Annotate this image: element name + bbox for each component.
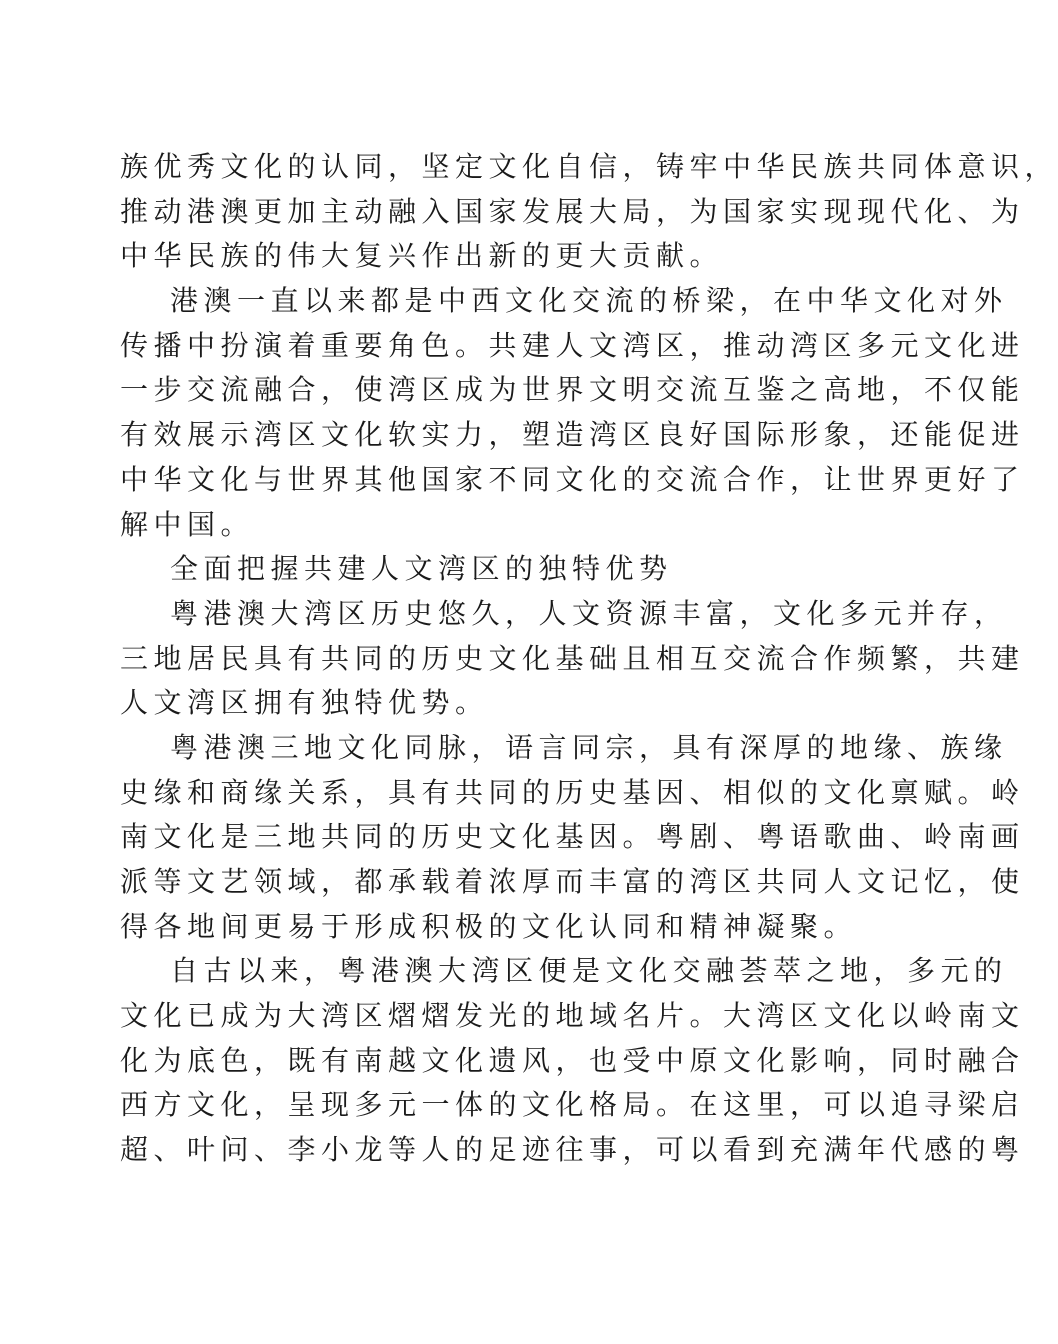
text-line: 解中国。 — [120, 507, 255, 541]
text-line: 史缘和商缘关系，具有共同的历史基因、相似的文化禀赋。岭 — [120, 775, 1025, 809]
text-line: 得各地间更易于形成积极的文化认同和精神凝聚。 — [120, 909, 858, 943]
text-line: 一步交流融合，使湾区成为世界文明交流互鉴之高地，不仅能 — [120, 373, 1025, 407]
text-line: 化为底色，既有南越文化遗风，也受中原文化影响，同时融合 — [120, 1043, 1025, 1077]
document-body — [120, 145, 1058, 1173]
paragraph-start: 港澳一直以来都是中西文化交流的桥梁，在中华文化对外 — [170, 284, 1008, 318]
text-line: 超、叶问、李小龙等人的足迹往事，可以看到充满年代感的粤 — [120, 1133, 1025, 1167]
text-line: 西方文化，呈现多元一体的文化格局。在这里，可以追寻梁启 — [120, 1088, 1025, 1122]
text-line: 三地居民具有共同的历史文化基础且相互交流合作频繁，共建 — [120, 641, 1025, 675]
text-line: 南文化是三地共同的历史文化基因。粤剧、粤语歌曲、岭南画 — [120, 820, 1025, 854]
text-line: 推动港澳更加主动融入国家发展大局，为国家实现现代化、为 — [120, 194, 1025, 228]
paragraph-start: 粤港澳三地文化同脉，语言同宗，具有深厚的地缘、族缘 — [170, 730, 1008, 764]
text-line: 传播中扮演着重要角色。共建人文湾区，推动湾区多元文化进 — [120, 328, 1025, 362]
text-line: 中华民族的伟大复兴作出新的更大贡献。 — [120, 239, 724, 273]
section-heading: 全面把握共建人文湾区的独特优势 — [170, 552, 673, 586]
text-line: 文化已成为大湾区熠熠发光的地域名片。大湾区文化以岭南文 — [120, 999, 1025, 1033]
text-line: 派等文艺领域，都承载着浓厚而丰富的湾区共同人文记忆，使 — [120, 865, 1025, 898]
text-line: 有效展示湾区文化软实力，塑造湾区良好国际形象，还能促进 — [120, 418, 1025, 452]
text-line: 中华文化与世界其他国家不同文化的交流合作，让世界更好了 — [120, 462, 1025, 496]
text-line: 人文湾区拥有独特优势。 — [120, 686, 489, 720]
text-line: 族优秀文化的认同，坚定文化自信，铸牢中华民族共同体意识， — [120, 150, 1058, 183]
paragraph-start: 粤港澳大湾区历史悠久，人文资源丰富，文化多元并存， — [170, 596, 1008, 630]
paragraph-start: 自古以来，粤港澳大湾区便是文化交融荟萃之地，多元的 — [170, 954, 1008, 988]
